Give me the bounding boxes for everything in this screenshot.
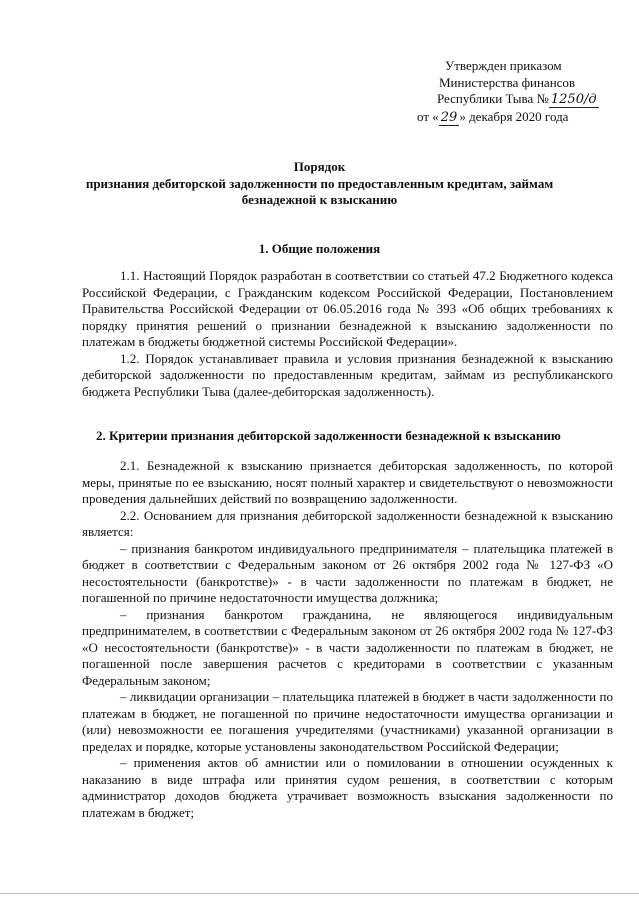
list-item-bankruptcy-citizen: – признания банкротом гражданина, не являющегося индивидуальным предпринимателем, в соответствии с Федеральным законом от 26 октября 2002 года № 127-ФЗ «О несостоятельности (банкротстве)» - в части задолженности по платежам в бюджет, не погашенной после завершения расчетов с кредиторами в соответствии с указанным Федеральным законом;: [82, 606, 613, 688]
list-item-amnesty: – применения актов об амнистии или о помиловании в отношении осужденных к наказанию в виде штрафа или принятия судом решения, в соответствии с которым администратор доходов бюджета утрачивает возможность взыскания задолженности по платежам в бюджет;: [82, 755, 613, 820]
approval-order-label: Республики Тыва №: [437, 91, 549, 106]
paragraph-2-1: 2.1. Безнадежной к взысканию признается дебиторская задолженность, по которой меры, принятые по ее взысканию, носят полный характер и свидетельствуют о невозможности проведения дальнейших действий по возвращению задолженности.: [82, 458, 613, 506]
section-2-heading: 2. Критерии признания дебиторской задолженности безнадежной к взысканию: [96, 428, 561, 443]
title-line-3: безнадежной к взысканию: [241, 192, 398, 207]
order-number-handwritten: 1250/д: [550, 92, 597, 107]
approval-date-suffix: » декабря 2020 года: [459, 108, 569, 124]
title-line-1: Порядок: [293, 159, 346, 174]
approval-line-2: Министерства финансов: [439, 74, 576, 90]
list-item-bankruptcy-entrepreneur: – признания банкротом индивидуального предпринимателя – плательщика платежей в бюджет в соответствии с Федеральным законом от 26 октября 2002 года № 127-ФЗ «О несостоятельности (банкротстве)» - в части задолженности по платежам в бюджет, не погашенной по причине недостаточности имущества должника;: [82, 540, 613, 605]
list-item-liquidation: – ликвидации организации – плательщика платежей в бюджет в части задолженности по платежам в бюджет, не погашенной по причине недостаточности имущества организации и (или) невозможности ее погашения учредителями (участниками) указанной организации в пределах и порядке, которые установлены законодательством Российской Федерации;: [82, 689, 613, 754]
date-day-handwritten: 29: [440, 109, 458, 125]
section-2-body: [82, 458, 613, 821]
section-1-heading: 1. Общие положения: [258, 241, 381, 256]
paragraph-2-2: 2.2. Основанием для признания дебиторской задолженности безнадежной к взысканию является:: [82, 507, 613, 539]
approval-date-prefix: от «: [417, 108, 439, 124]
approval-line-3: [417, 91, 617, 109]
scan-edge-line: [0, 893, 639, 894]
document-title: [80, 159, 559, 209]
paragraph-1-1: 1.1. Настоящий Порядок разработан в соответствии со статьей 47.2 Бюджетного кодекса Российской Федерации, с Гражданским кодексом Российской Федерации, Постановлением Правительства Российской Федерации от 06.05.2016 года № 393 «Об общих требованиях к порядку принятия решений о признании безнадежной к взысканию задолженности по платежам в бюджеты бюджетной системы Российской Федерации».: [82, 268, 613, 349]
title-line-2: признания дебиторской задолженности по предоставленным кредитам, займам: [85, 175, 554, 191]
paragraph-1-2: 1.2. Порядок устанавливает правила и условия признания безнадежной к взысканию дебиторской задолженности по предоставленным кредитам, займам из республиканского бюджета Республики Тыва (далее-дебиторская задолженность).: [82, 350, 613, 399]
approval-line-1: Утвержден приказом: [445, 58, 562, 73]
section-1-body: [82, 268, 613, 400]
approval-stamp: [417, 58, 617, 126]
approval-line-4: [417, 109, 617, 127]
